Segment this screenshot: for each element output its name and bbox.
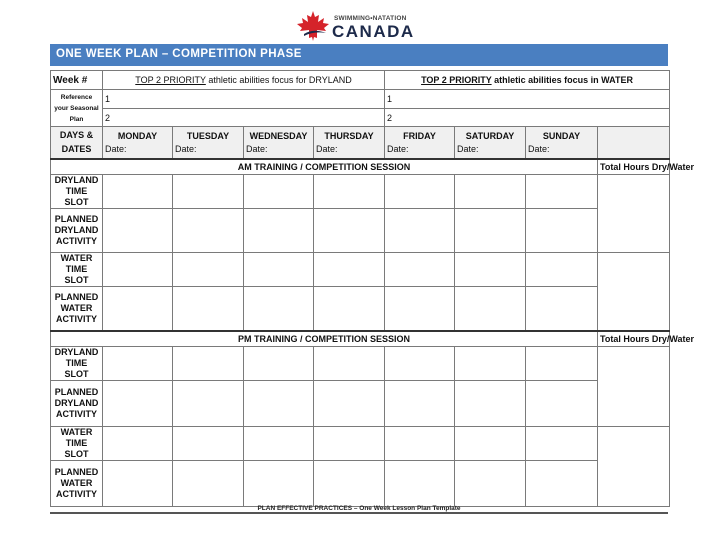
- pm-water-time-cell[interactable]: [314, 427, 385, 461]
- day-header-tuesday: [173, 127, 244, 159]
- dryland-priority-rest: athletic abilities focus for DRYLAND: [205, 75, 352, 85]
- am-total-hours-label: Total Hours Dry/Water: [598, 159, 670, 175]
- am-dryland-activity-cell[interactable]: [385, 209, 455, 253]
- pm-row-label: WATER TIME SLOT: [51, 427, 103, 461]
- dryland-priority-heading: [103, 71, 385, 90]
- am-row-label: WATER TIME SLOT: [51, 253, 103, 287]
- day-header-wednesday: [244, 127, 314, 159]
- am-dryland-time-cell[interactable]: [455, 175, 526, 209]
- pm-water-activity-cell[interactable]: [244, 461, 314, 507]
- day-name: SATURDAY: [465, 130, 515, 141]
- day-name: TUESDAY: [186, 130, 230, 141]
- date-field[interactable]: Date:: [246, 143, 268, 154]
- date-field[interactable]: Date:: [528, 143, 550, 154]
- pm-row-label: DRYLAND TIME SLOT: [51, 347, 103, 381]
- am-dryland-hours-cell[interactable]: [598, 175, 670, 253]
- am-water-time-cell[interactable]: [455, 253, 526, 287]
- day-header-empty: [598, 127, 670, 159]
- am-row-label: PLANNED WATER ACTIVITY: [51, 287, 103, 331]
- am-water-time-cell[interactable]: [103, 253, 173, 287]
- dryland-priority-strong: TOP 2 PRIORITY: [135, 75, 206, 85]
- day-header-friday: [385, 127, 455, 159]
- am-water-activity-cell[interactable]: [103, 287, 173, 331]
- am-dryland-time-cell[interactable]: [173, 175, 244, 209]
- am-dryland-time-cell[interactable]: [244, 175, 314, 209]
- footer-text: PLAN EFFECTIVE PRACTICES – One Week Lesson Plan Template: [257, 505, 461, 512]
- am-water-activity-cell[interactable]: [385, 287, 455, 331]
- pm-dryland-time-cell[interactable]: [314, 347, 385, 381]
- day-name: THURSDAY: [324, 130, 374, 141]
- am-dryland-activity-cell[interactable]: [244, 209, 314, 253]
- pm-water-activity-cell[interactable]: [385, 461, 455, 507]
- day-name: WEDNESDAY: [249, 130, 308, 141]
- am-dryland-time-cell[interactable]: [314, 175, 385, 209]
- pm-row-label: PLANNED DRYLAND ACTIVITY: [51, 381, 103, 427]
- pm-dryland-hours-cell[interactable]: [598, 347, 670, 427]
- dryland-priority-2[interactable]: 2: [103, 109, 385, 127]
- pm-water-time-cell[interactable]: [526, 427, 598, 461]
- am-session-title: AM TRAINING / COMPETITION SESSION: [51, 159, 598, 175]
- days-label-line-1: DAYS &: [59, 129, 94, 140]
- am-dryland-time-cell[interactable]: [385, 175, 455, 209]
- pm-dryland-activity-cell[interactable]: [314, 381, 385, 427]
- am-water-time-cell[interactable]: [173, 253, 244, 287]
- pm-session-title: PM TRAINING / COMPETITION SESSION: [51, 331, 598, 347]
- week-plan-table: [50, 70, 695, 507]
- day-header-saturday: [455, 127, 526, 159]
- am-dryland-activity-cell[interactable]: [455, 209, 526, 253]
- pm-water-activity-cell[interactable]: [526, 461, 598, 507]
- pm-dryland-time-cell[interactable]: [455, 347, 526, 381]
- pm-total-hours-label: Total Hours Dry/Water: [598, 331, 670, 347]
- water-priority-strong: TOP 2 PRIORITY: [421, 75, 492, 85]
- day-name: MONDAY: [117, 130, 158, 141]
- am-water-hours-cell[interactable]: [598, 253, 670, 331]
- day-header-sunday: [526, 127, 598, 159]
- pm-water-hours-cell[interactable]: [598, 427, 670, 507]
- pm-water-activity-cell[interactable]: [455, 461, 526, 507]
- am-dryland-time-cell[interactable]: [526, 175, 598, 209]
- am-water-activity-cell[interactable]: [314, 287, 385, 331]
- pm-water-activity-cell[interactable]: [314, 461, 385, 507]
- logo-wordmark: CANADA: [332, 22, 415, 41]
- am-dryland-activity-cell[interactable]: [314, 209, 385, 253]
- reference-seasonal-plan-label: Reference your Seasonal Plan: [51, 90, 103, 127]
- maple-leaf-icon: [296, 10, 330, 42]
- title-banner: [50, 44, 668, 66]
- pm-dryland-time-cell[interactable]: [385, 347, 455, 381]
- date-field[interactable]: Date:: [175, 143, 197, 154]
- pm-dryland-activity-cell[interactable]: [526, 381, 598, 427]
- water-priority-rest: athletic abilities focus in WATER: [491, 75, 633, 85]
- week-number-label: Week #: [51, 71, 103, 90]
- am-dryland-time-cell[interactable]: [103, 175, 173, 209]
- pm-water-activity-cell[interactable]: [173, 461, 244, 507]
- am-row-label: DRYLAND TIME SLOT: [51, 175, 103, 209]
- am-water-activity-cell[interactable]: [455, 287, 526, 331]
- page-title: ONE WEEK PLAN – COMPETITION PHASE: [56, 48, 302, 60]
- date-field[interactable]: Date:: [105, 143, 127, 154]
- days-label-line-2: DATES: [61, 143, 92, 154]
- water-priority-2[interactable]: 2: [385, 109, 670, 127]
- water-priority-1[interactable]: 1: [385, 90, 670, 109]
- pm-dryland-activity-cell[interactable]: [244, 381, 314, 427]
- am-water-time-cell[interactable]: [314, 253, 385, 287]
- pm-water-time-cell[interactable]: [244, 427, 314, 461]
- pm-dryland-activity-cell[interactable]: [173, 381, 244, 427]
- am-row-label: PLANNED DRYLAND ACTIVITY: [51, 209, 103, 253]
- pm-water-time-cell[interactable]: [103, 427, 173, 461]
- pm-water-time-cell[interactable]: [173, 427, 244, 461]
- date-field[interactable]: Date:: [457, 143, 479, 154]
- day-name: SUNDAY: [542, 130, 581, 141]
- logo: [296, 10, 431, 42]
- am-dryland-activity-cell[interactable]: [526, 209, 598, 253]
- am-water-activity-cell[interactable]: [244, 287, 314, 331]
- am-dryland-activity-cell[interactable]: [173, 209, 244, 253]
- pm-water-time-cell[interactable]: [455, 427, 526, 461]
- pm-dryland-activity-cell[interactable]: [103, 381, 173, 427]
- day-name: FRIDAY: [403, 130, 436, 141]
- pm-dryland-time-cell[interactable]: [173, 347, 244, 381]
- day-header-monday: [103, 127, 173, 159]
- logo-tagline: SWIMMING•NATATION: [334, 15, 407, 22]
- footer-divider: [50, 512, 668, 514]
- pm-row-label: PLANNED WATER ACTIVITY: [51, 461, 103, 507]
- water-priority-heading: [385, 71, 670, 90]
- date-field[interactable]: Date:: [316, 143, 338, 154]
- days-dates-label: [51, 127, 103, 159]
- pm-dryland-time-cell[interactable]: [103, 347, 173, 381]
- am-water-activity-cell[interactable]: [173, 287, 244, 331]
- date-field[interactable]: Date:: [387, 143, 409, 154]
- pm-dryland-activity-cell[interactable]: [385, 381, 455, 427]
- day-header-thursday: [314, 127, 385, 159]
- am-water-time-cell[interactable]: [385, 253, 455, 287]
- dryland-priority-1[interactable]: 1: [103, 90, 385, 109]
- am-dryland-activity-cell[interactable]: [103, 209, 173, 253]
- pm-dryland-time-cell[interactable]: [244, 347, 314, 381]
- am-water-activity-cell[interactable]: [526, 287, 598, 331]
- am-water-time-cell[interactable]: [244, 253, 314, 287]
- am-water-time-cell[interactable]: [526, 253, 598, 287]
- pm-water-activity-cell[interactable]: [103, 461, 173, 507]
- pm-dryland-activity-cell[interactable]: [455, 381, 526, 427]
- pm-water-time-cell[interactable]: [385, 427, 455, 461]
- pm-dryland-time-cell[interactable]: [526, 347, 598, 381]
